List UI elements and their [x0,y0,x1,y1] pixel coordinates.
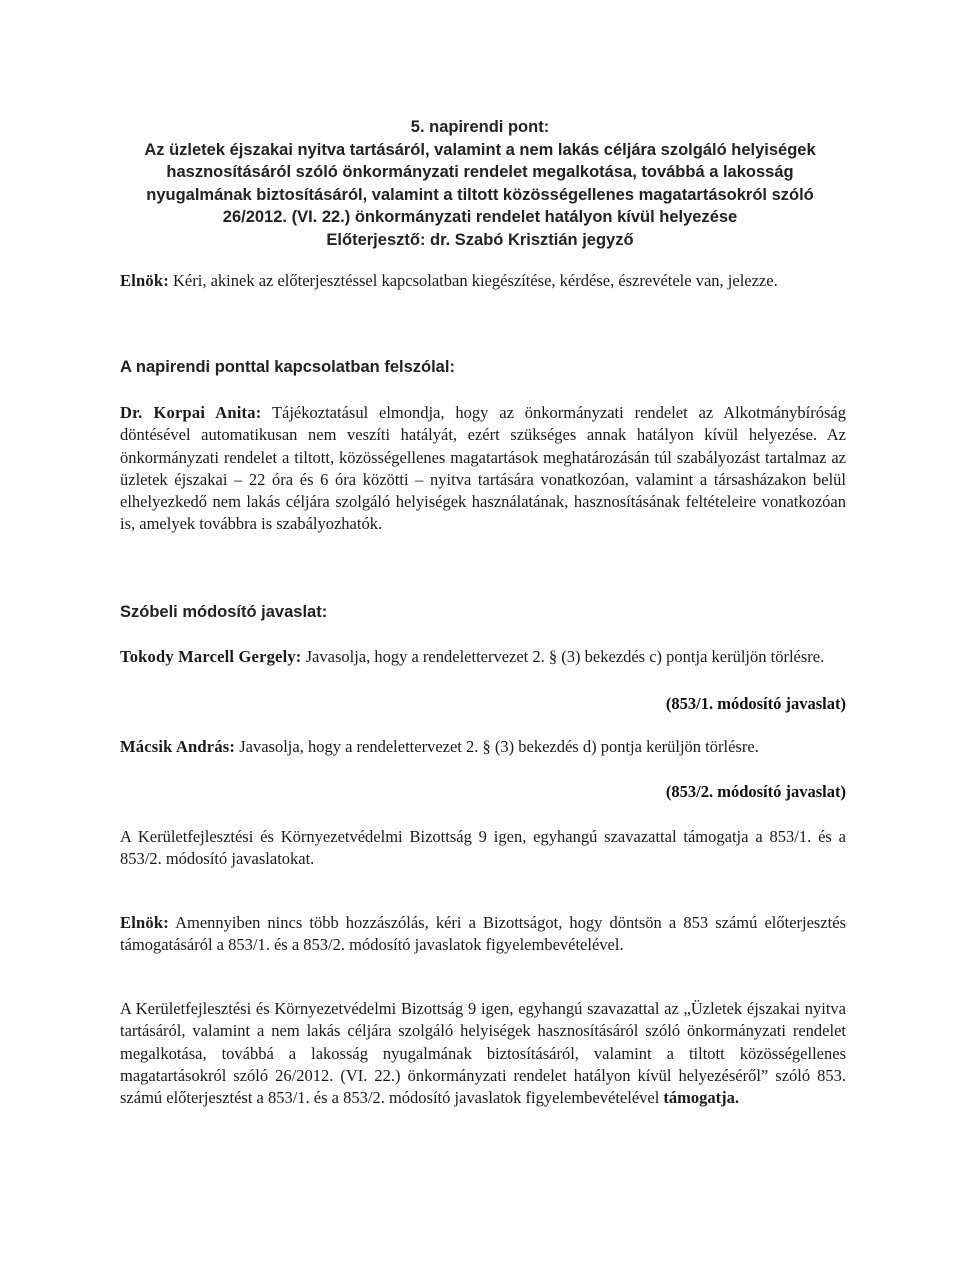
decision-paragraph [120,998,846,1109]
speaker-name: Elnök: [120,913,169,932]
chair-intro-paragraph [120,270,846,292]
paragraph-text: Javasolja, hogy a rendelettervezet 2. § (3) bekezdés d) pontja kerüljön törlésre. [235,737,759,756]
paragraph-text: Kéri, akinek az előterjesztéssel kapcsolatban kiegészítése, kérdése, észrevétele van, jelezze. [168,271,778,290]
paragraph-text: Tájékoztatásul elmondja, hogy az önkormányzati rendelet az Alkotmánybíróság döntésével automatikusan nem veszíti hatályát, ezért szükséges annak hatályon kívül helyezése. Az önkormányzati rendelet a tiltott, közösségellenes magatartások meghatározásán túl szabályozást tartalmaz az üzletek éjszakai – 22 óra és 6 óra közötti – nyitva tartására vonatkozóan, valamint a társasházakon belül elhelyezkedő nem lakás céljára szolgáló helyiségek használatának, hasznosításának feltételeire vonatkozóan is, amelyek továbbra is szabályozhatók. [120,403,846,534]
agenda-item-number: 5. napirendi pont: [410,118,550,136]
amendment-2-paragraph [120,736,846,758]
paragraph-text: Javasolja, hogy a rendelettervezet 2. § (3) bekezdés c) pontja kerüljön törlésre. [301,647,825,666]
decision-result: támogatja. [663,1088,740,1108]
chair-closing-paragraph [120,912,846,957]
speaker-name: Elnök: [120,271,169,290]
amendment-2-reference: (853/2. módosító javaslat) [665,782,846,801]
agenda-title-line-3: nyugalmának biztosításáról, valamint a tiltott közösségellenes magatartásokról szóló [146,185,814,204]
speaker-name: Tokody Marcell Gergely: [120,647,302,666]
agenda-title-line-2: hasznosításáról szóló önkormányzati rendelet megalkotása, továbbá a lakosság [166,163,794,181]
agenda-title-line-4: 26/2012. (VI. 22.) önkormányzati rendelet hatályon kívül helyezése [222,208,738,226]
committee-support-paragraph: A Kerületfejlesztési és Környezetvédelmi Bizottság 9 igen, egyhangú szavazattal támogatja a 853/1. és a 853/2. módosító javaslatokat. [120,827,846,869]
korpai-paragraph [120,402,846,536]
amendment-1-paragraph [120,646,846,668]
agenda-header [100,116,860,251]
discussion-heading: A napirendi ponttal kapcsolatban felszólal: [120,358,455,376]
presenter-line: Előterjesztő: dr. Szabó Krisztián jegyző [326,230,634,249]
paragraph-text: A Kerületfejlesztési és Környezetvédelmi Bizottság 9 igen, egyhangú szavazattal az „Üzletek éjszakai nyitva tartásáról, valamint a nem lakás céljára szolgáló helyiségek hasznosításáról szóló önkormányzati rendelet megalkotása, továbbá a lakosság nyugalmának biztosításáról, valamint a tiltott közösségellenes magatartásokról szóló 26/2012. (VI. 22.) önkormányzati rendelet hatályon kívül helyezéséről” szóló 853. számú előterjesztést a 853/1. és a 853/2. módosító javaslatok figyelembevételével [120,999,846,1108]
speaker-name: Dr. Korpai Anita: [120,403,262,422]
amendment-heading: Szóbeli módosító javaslat: [120,603,328,621]
agenda-title-line-1: Az üzletek éjszakai nyitva tartásáról, valamint a nem lakás céljára szolgáló helyiségek [144,140,816,159]
speaker-name: Mácsik András: [120,737,236,756]
amendment-1-reference: (853/1. módosító javaslat) [665,694,846,713]
paragraph-text: Amennyiben nincs több hozzászólás, kéri a Bizottságot, hogy döntsön a 853 számú előterjesztés támogatásáról a 853/1. és a 853/2. módosító javaslatok figyelembevételével. [120,913,846,955]
